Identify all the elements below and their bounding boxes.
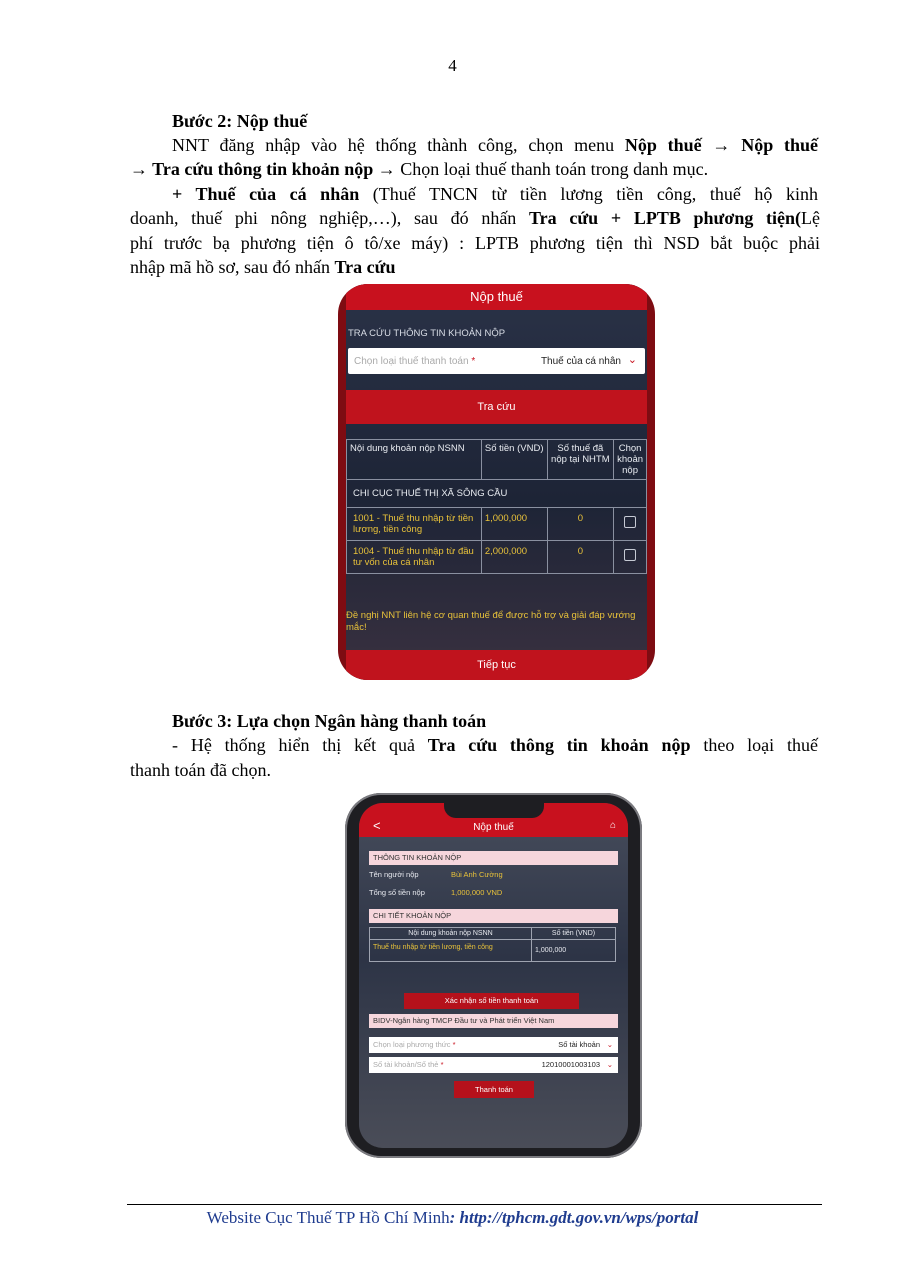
payment-table	[346, 439, 647, 574]
method-value: Số tài khoản	[558, 1040, 600, 1049]
row-amount: 1,000,000	[532, 940, 616, 962]
pay-button[interactable]: Thanh toán	[454, 1081, 534, 1098]
row-content: 1004 - Thuế thu nhập từ đầu tư vốn của cá nhân	[347, 541, 482, 574]
footer: Website Cục Thuế TP Hồ Chí Minh: http://tphcm.gdt.gov.vn/wps/portal	[206, 1208, 699, 1227]
app-header: Nộp thuế	[346, 284, 647, 310]
row-content: 1001 - Thuế thu nhập từ tiền lương, tiền công	[347, 508, 482, 541]
account-placeholder: Số tài khoản/Số thẻ *	[373, 1060, 444, 1069]
table-row	[370, 940, 616, 962]
support-note: Đề nghị NNT liên hệ cơ quan thuế để được hỗ trợ và giải đáp vướng mắc!	[346, 610, 636, 633]
col-header-amount: Số tiền (VND)	[481, 440, 547, 480]
page-number: 4	[448, 56, 457, 75]
col-header-paid: Số thuế đã nộp tại NHTM	[547, 440, 614, 480]
account-select[interactable]	[369, 1057, 618, 1073]
back-icon[interactable]: <	[373, 818, 381, 833]
step2-line4: doanh, thuế phi nông nghiệp,…), sau đó nhấn Tra cứu + LPTB phương tiện(Lệ	[130, 208, 820, 228]
method-placeholder: Chọn loại phương thức *	[373, 1040, 456, 1049]
step3-heading: Bước 3: Lựa chọn Ngân hàng thanh toán	[172, 711, 487, 731]
step2-line5: phí trước bạ phương tiện ô tô/xe máy) : LPTB phương tiện thì NSD bắt buộc phải	[130, 233, 820, 253]
phone-notch	[444, 803, 544, 818]
step2-line2: → Tra cứu thông tin khoản nộp → Chọn loại thuế thanh toán trong danh mục.	[130, 159, 709, 179]
table-row	[347, 541, 647, 574]
col-header-content: Nội dung khoản nộp NSNN	[347, 440, 482, 480]
bank-name: BIDV-Ngân hàng TMCP Đầu tư và Phát triển Việt Nam	[369, 1014, 618, 1028]
col-header-amount: Số tiền (VND)	[532, 928, 616, 940]
select-placeholder: Chọn loại thuế thanh toán *	[354, 356, 476, 367]
home-icon[interactable]: ⌂	[609, 820, 616, 831]
footer-url[interactable]: : http://tphcm.gdt.gov.vn/wps/portal	[449, 1208, 699, 1227]
step2-heading: Bước 2: Nộp thuế	[172, 111, 308, 131]
chevron-down-icon: ⌄	[627, 354, 637, 366]
row-checkbox[interactable]	[624, 549, 636, 561]
section-title: TRA CỨU THÔNG TIN KHOẢN NỘP	[348, 328, 506, 339]
payment-method-select[interactable]	[369, 1037, 618, 1053]
account-value: 12010001003103	[541, 1060, 600, 1069]
chevron-down-icon: ⌄	[606, 1040, 613, 1049]
group-row: CHI CỤC THUẾ THỊ XÃ SÔNG CẦU	[347, 480, 647, 508]
row-amount: 2,000,000	[481, 541, 547, 574]
step2-line1: NNT đăng nhập vào hệ thống thành công, chọn menu Nộp thuế → Nộp thuế	[172, 135, 818, 155]
step2-line6: nhập mã hồ sơ, sau đó nhấn Tra cứu	[130, 257, 396, 277]
row-paid: 0	[547, 508, 614, 541]
info-section-title: THÔNG TIN KHOẢN NỘP	[369, 851, 618, 865]
step2-line3: + Thuế của cá nhân (Thuế TNCN từ tiền lương tiền công, thuế hộ kinh	[172, 184, 818, 204]
search-button[interactable]: Tra cứu	[346, 390, 647, 424]
row-checkbox[interactable]	[624, 516, 636, 528]
app-header-title: Nộp thuế	[473, 822, 514, 833]
table-row	[347, 508, 647, 541]
phone-screenshot-lookup	[338, 284, 655, 680]
col-header-select: Chọn khoản nộp	[614, 440, 647, 480]
row-amount: 1,000,000	[481, 508, 547, 541]
row-paid: 0	[547, 541, 614, 574]
total-row: Tổng số tiền nộp 1,000,000 VND	[369, 888, 503, 897]
footer-divider	[127, 1204, 822, 1205]
continue-button[interactable]: Tiếp tục	[346, 650, 647, 680]
step3-line1: - Hệ thống hiển thị kết quả Tra cứu thông tin khoản nộp theo loại thuế	[172, 735, 818, 755]
confirm-amount-button[interactable]: Xác nhận số tiền thanh toán	[404, 993, 579, 1009]
payer-row: Tên người nộp Bùi Anh Cường	[369, 870, 503, 879]
phone-screenshot-payment	[345, 793, 642, 1158]
detail-section-title: CHI TIẾT KHOẢN NỘP	[369, 909, 618, 923]
chevron-down-icon: ⌄	[606, 1060, 613, 1069]
row-content: Thuế thu nhập từ tiền lương, tiền công	[370, 940, 532, 962]
tax-type-select[interactable]	[348, 348, 645, 374]
detail-table	[369, 927, 616, 962]
step3-line2: thanh toán đã chọn.	[130, 760, 271, 780]
col-header-content: Nội dung khoản nộp NSNN	[370, 928, 532, 940]
select-value: Thuế của cá nhân	[540, 356, 621, 367]
